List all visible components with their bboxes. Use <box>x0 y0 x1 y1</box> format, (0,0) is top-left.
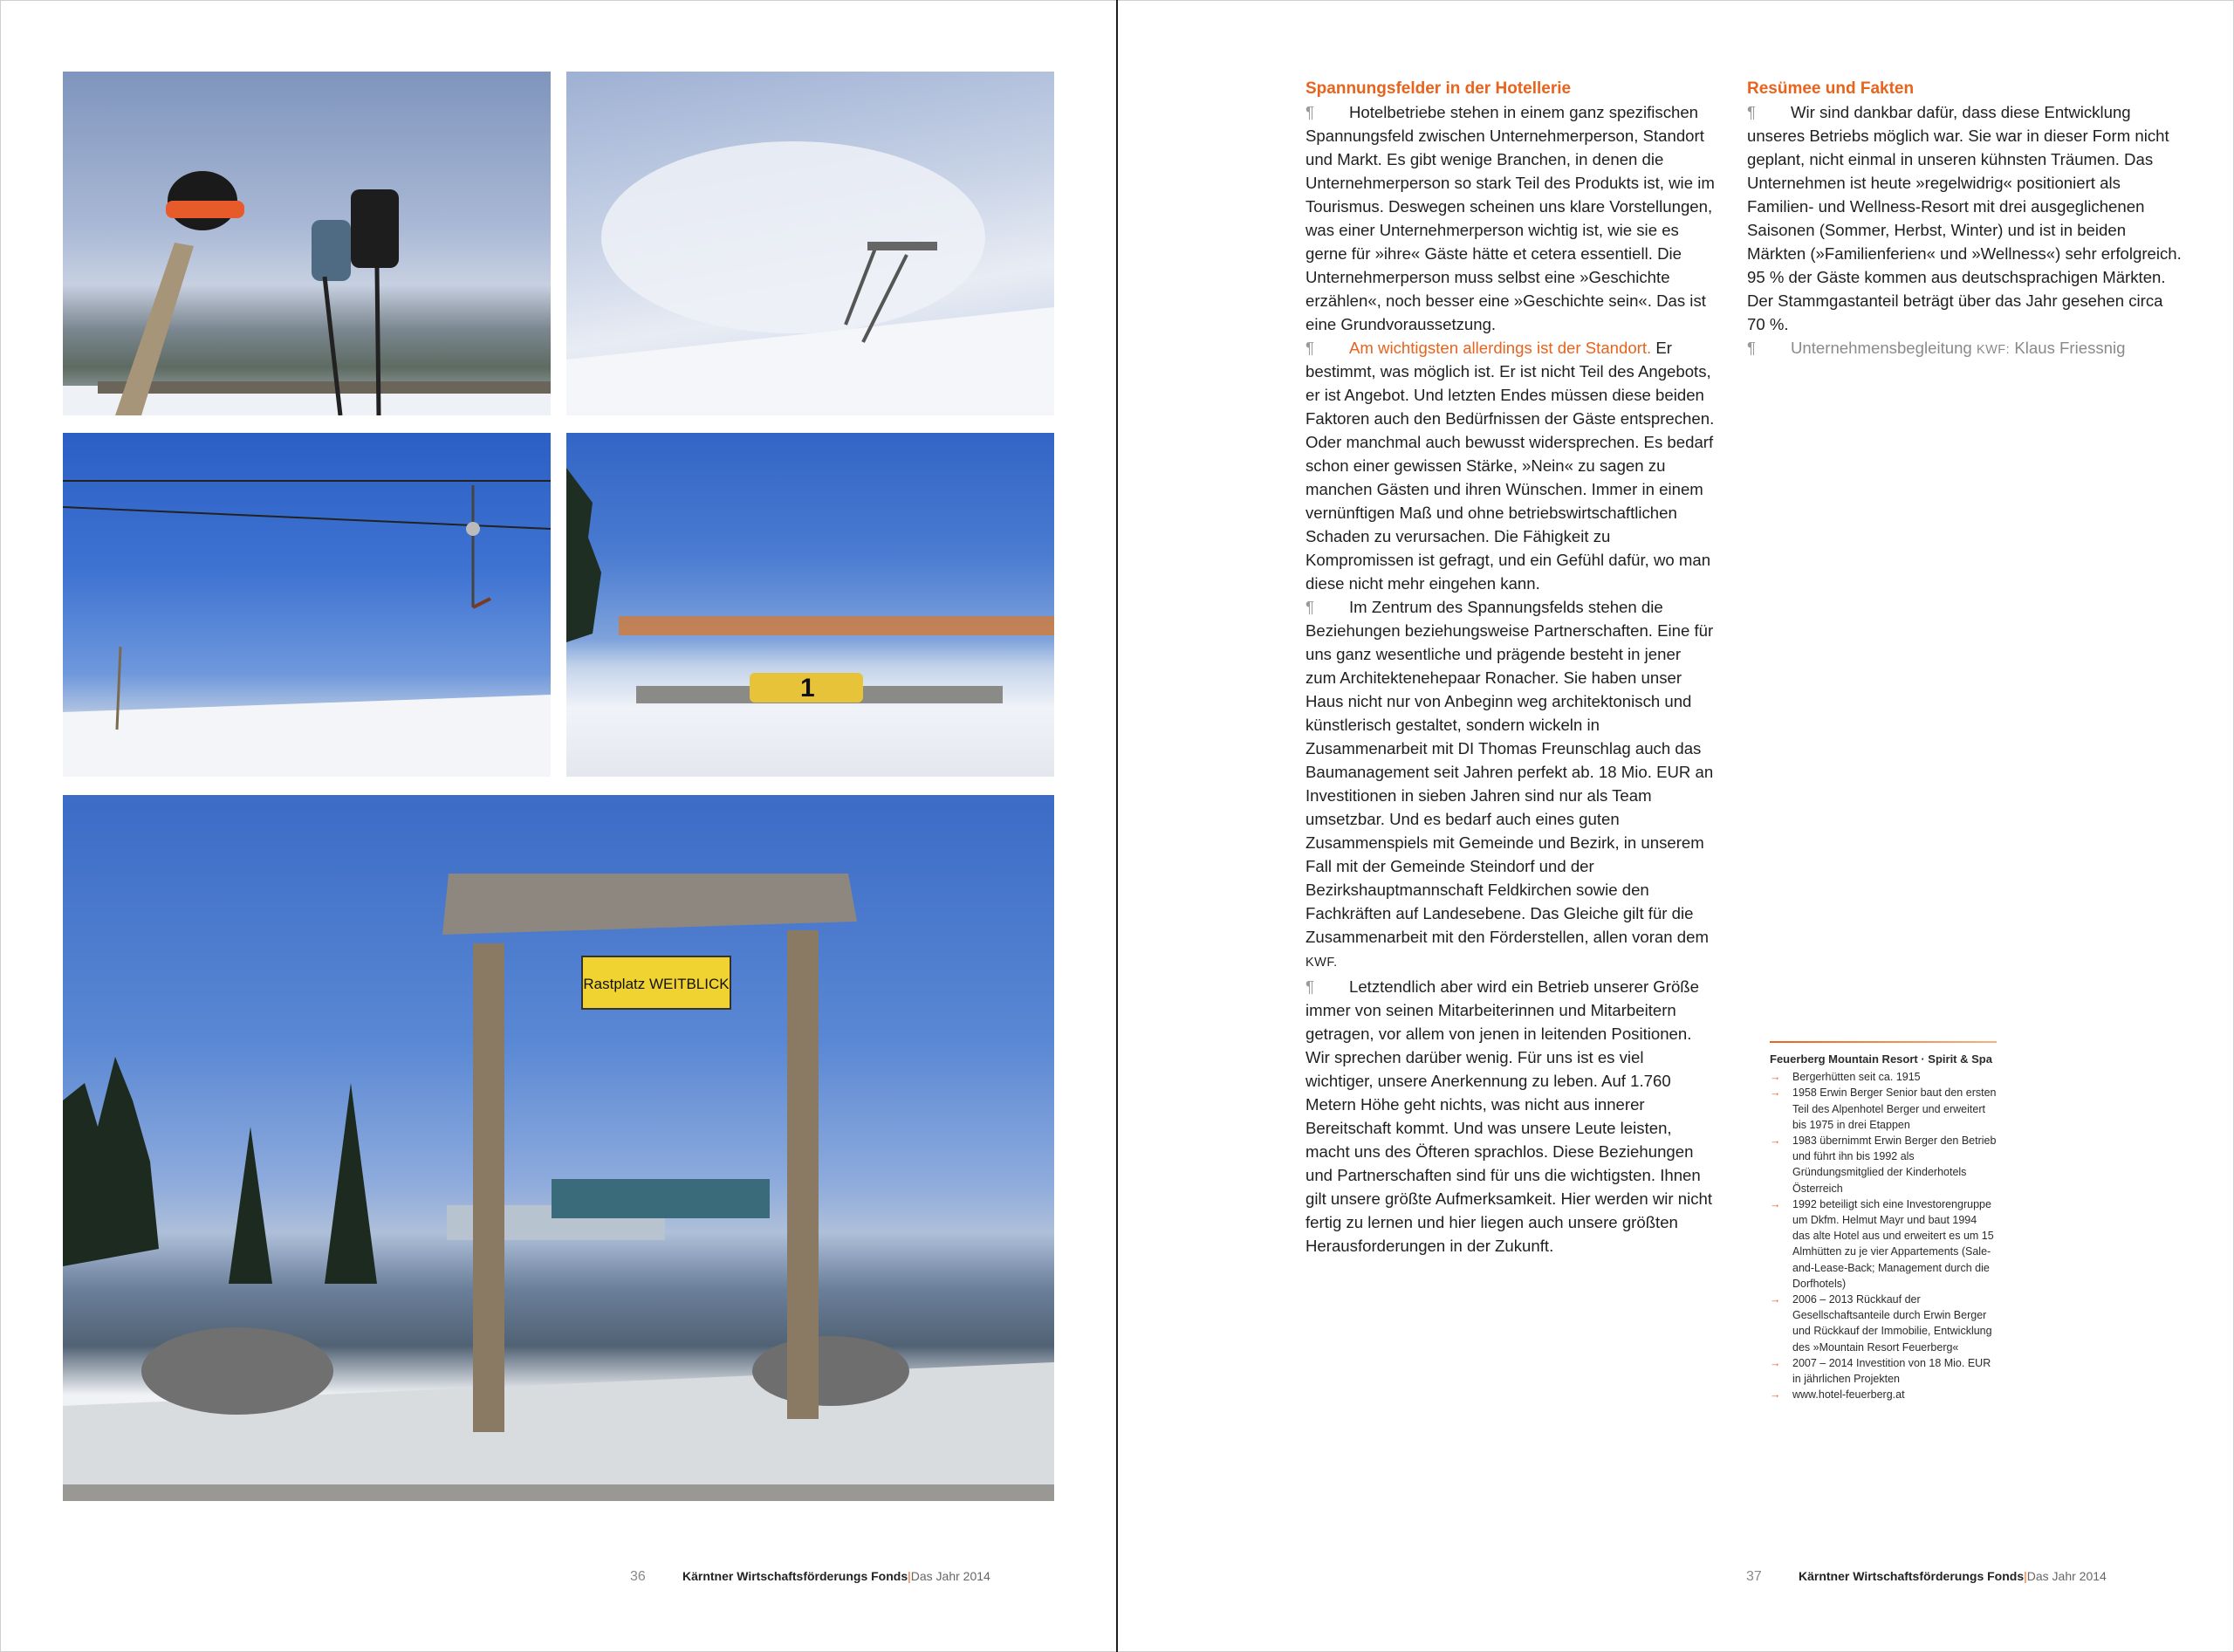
factbox-item <box>1770 1085 1997 1133</box>
arrow-right-icon: → <box>1770 1293 1781 1306</box>
kwf-abbr: KWF. <box>1305 956 1338 970</box>
factbox-item-text: 2006 – 2013 Rückkauf der Gesellschaftsanteile durch Erwin Berger und Rückkauf der Immobilie, Entwicklung des »Mountain Resort Feuerberg« <box>1792 1293 1992 1354</box>
pilcrow-icon: ¶ <box>1305 339 1314 357</box>
factbox-title: Feuerberg Mountain Resort · Spirit & Spa <box>1770 1052 1992 1066</box>
factbox-item <box>1770 1292 1997 1355</box>
footer-org: Kärntner Wirtschaftsförderungs Fonds <box>682 1569 908 1583</box>
page-number: 36 <box>630 1569 646 1584</box>
start-gate-number: 1 <box>800 674 815 703</box>
factbox-rule <box>1770 1041 1997 1043</box>
pilcrow-icon: ¶ <box>1305 598 1314 616</box>
factbox-item <box>1770 1387 1997 1402</box>
paragraph-1: ¶ Hotelbetriebe stehen in einem ganz spezifischen Spannungsfeld zwischen Unternehmerperson, Standort und Markt. Es gibt wenige Branchen, in denen die Unternehmerperson so stark Teil des Produkts ist, wie im Tourismus. Deswegen scheinen uns klare Vorstellungen, was einer Unternehmerperson wichtig ist, wie sie es gerne für »ihre« Gäste hätte et cetera essentiell. Die Unternehmerperson muss selbst eine »Geschichte erzählen«, noch besser eine »Geschichte sein«. Das ist eine Grundvoraussetzung. <box>1305 100 1716 336</box>
photo-helmet-gloves <box>63 72 551 415</box>
pilcrow-icon: ¶ <box>1305 977 1314 996</box>
factbox-item <box>1770 1069 1997 1085</box>
column-spannungsfelder <box>1305 77 1716 1258</box>
spread-gutter <box>1116 0 1118 1652</box>
factbox-item <box>1770 1196 1997 1292</box>
column-resuemee <box>1747 77 2183 362</box>
factbox-item-text: 1983 übernimmt Erwin Berger den Betrieb und führt ihn bis 1992 als Gründungsmitglied der Kinderhotels Österreich <box>1792 1134 1997 1195</box>
paragraph-4: ¶ Letztendlich aber wird ein Betrieb unserer Größe immer von seinen Mitarbeiterinnen und Mitarbeitern getragen, vor allem von jenen in leitenden Positionen. Wir sprechen darüber wenig. Für uns ist es viel wichtiger, unsere Anerkennung zu leben. Auf 1.760 Metern Höhe geht nichts, was nicht aus innerer Bereitschaft kommt. Und was unsere Leute leisten, macht uns des Öfteren sprachlos. Diese Beziehungen und Partnerschaften sind für uns die wichtigsten. Ihnen gilt unsere größte Aufmerksamkeit. Hier werden wir nicht fertig zu lernen und hier liegen auch unsere größten Herausforderungen in der Zukunft. <box>1305 975 1716 1258</box>
footer-year: Das Jahr 2014 <box>910 1569 990 1583</box>
factbox-item-text: 1992 beteiligt sich eine Investorengruppe um Dkfm. Helmut Mayr und baut 1994 das alte Hotel aus und erweitert es um 15 Almhütten zu je vier Appartements (Sale-and-Lease-Back; Management durch die Dorfhotels) <box>1792 1197 1994 1290</box>
paragraph-resuemee: ¶ Wir sind dankbar dafür, dass diese Entwicklung unseres Betriebs möglich war. Sie war in dieser Form nicht geplant, nicht einmal in unseren kühnsten Träumen. Das Unternehmen ist heute »regelwidrig« positioniert als Familien- und Wellness-Resort mit drei ausgeglichenen Saisonen (Sommer, Herbst, Winter) und ist in beiden Märkten (»Familienferien« und »Wellness«) sehr erfolgreich. 95 % der Gäste kommen aus deutschsprachigen Märkten. Der Stammgastanteil beträgt über das Jahr gesehen circa 70 %. <box>1747 100 2183 336</box>
arrow-right-icon: → <box>1770 1356 1781 1369</box>
factbox-feuerberg <box>1770 1041 1997 1402</box>
factbox-item-text: www.hotel-feuerberg.at <box>1792 1388 1905 1402</box>
pilcrow-icon: ¶ <box>1305 103 1314 121</box>
photo-t-bar-lift <box>63 433 551 777</box>
arrow-right-icon: → <box>1770 1071 1781 1084</box>
factbox-item-text: Bergerhütten seit ca. 1915 <box>1792 1071 1921 1084</box>
credit-line: ¶ Unternehmensbegleitung KWF: Klaus Friessnig <box>1747 336 2183 362</box>
footer-left <box>630 1569 990 1585</box>
photo-rastplatz-weitblick <box>63 795 1054 1501</box>
paragraph-2: ¶ Am wichtigsten allerdings ist der Standort. Er bestimmt, was möglich ist. Er ist nicht Teil des Angebots, er ist Angebot. Und letzten Endes müssen diese beiden Faktoren auch den Bedürfnissen der Gäste entsprechen. Oder manchmal auch bewusst widersprechen. Es bedarf schon einer gewissen Stärke, »Nein« zu sagen zu manchen Gästen und ihren Wünschen. Immer in einem vernünftigen Maß und ohne betriebswirtschaftlichen Schaden zu verursachen. Die Fähigkeit zu Kompromissen ist gefragt, und ein Gefühl dafür, wo man diese nicht mehr eingehen kann. <box>1305 336 1716 595</box>
factbox-item-text: 2007 – 2014 Investition von 18 Mio. EUR in jährlichen Projekten <box>1792 1356 1991 1386</box>
factbox-item-text: 1958 Erwin Berger Senior baut den ersten Teil des Alpenhotel Berger und erweitert bis 1975 in drei Etappen <box>1792 1086 1997 1131</box>
footer-org: Kärntner Wirtschaftsförderungs Fonds <box>1799 1569 2025 1583</box>
section-heading-spannungsfelder: Spannungsfelder in der Hotellerie <box>1305 79 1572 98</box>
arrow-right-icon: → <box>1770 1388 1781 1402</box>
paragraph-3: ¶ Im Zentrum des Spannungsfelds stehen die Beziehungen beziehungsweise Partnerschaften. Eine für uns ganz wesentliche und prägende besteht in jener zum Architektenehepaar Ronacher. Sie haben unser Haus nicht nur von Anbeginn weg architektonisch und künstlerisch gestaltet, sondern wickeln in Zusammenarbeit mit DI Thomas Freunschlag auch das Baumanagement seit Jahren perfekt ab. 18 Mio. EUR an Investitionen in sieben Jahren sind nur als Team umsetzbar. Und es bedarf auch eines guten Zusammenspiels mit Gemeinde und Bezirk, in unserem Fall mit der Gemeinde Steindorf und der Bezirkshauptmannschaft Feldkirchen sowie den Fachkräften auf Landesebene. Das Gleiche gilt für die Zusammenarbeit mit den Förderstellen, allen voran dem KWF. <box>1305 595 1716 975</box>
pilcrow-icon: ¶ <box>1747 339 1756 357</box>
section-heading-resuemee: Resümee und Fakten <box>1747 79 1915 98</box>
highlight-standort: Am wichtigsten allerdings ist der Standort. <box>1349 339 1652 357</box>
footer-right <box>1746 1569 2107 1585</box>
weitblick-sign-text: Rastplatz WEITBLICK <box>583 976 730 992</box>
footer-separator: | <box>2024 1569 2027 1583</box>
pilcrow-icon: ¶ <box>1747 103 1756 121</box>
factbox-item <box>1770 1133 1997 1196</box>
arrow-right-icon: → <box>1770 1086 1781 1100</box>
factbox-list <box>1770 1069 1997 1402</box>
factbox-item <box>1770 1355 1997 1387</box>
photo-snow-cannon <box>566 72 1054 415</box>
footer-year: Das Jahr 2014 <box>2026 1569 2107 1583</box>
page-number: 37 <box>1746 1569 1762 1584</box>
arrow-right-icon: → <box>1770 1134 1781 1148</box>
footer-separator: | <box>908 1569 911 1583</box>
photo-start-gate <box>566 433 1054 777</box>
arrow-right-icon: → <box>1770 1197 1781 1210</box>
